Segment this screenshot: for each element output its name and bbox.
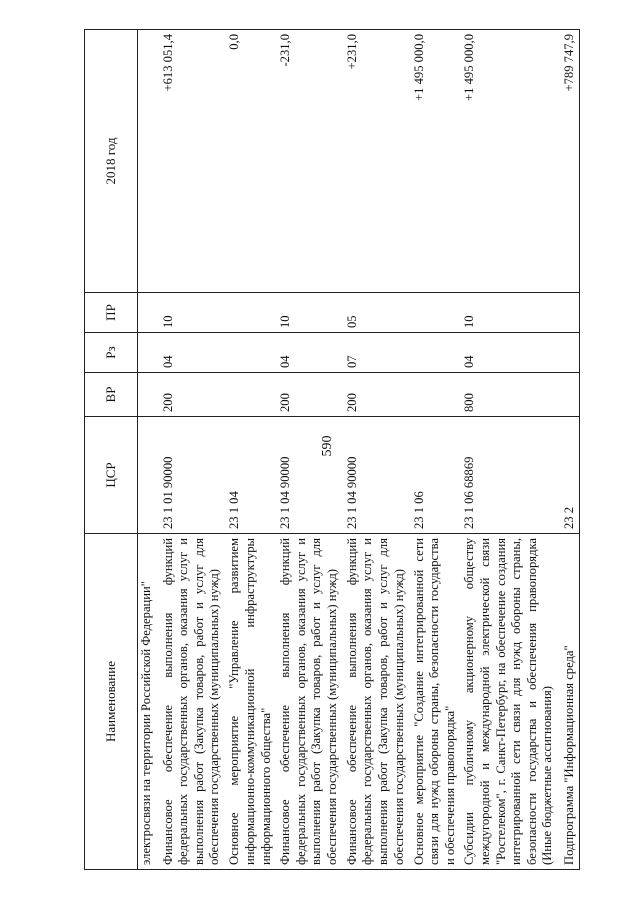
row-name: Финансовое обеспечение выполнения функций федеральных государственных органов, оказания услуг и выполнения работ (Закупка товаров, работ и услуг для обеспечения государственных (муниципальных) нужд) <box>344 534 411 870</box>
table-row <box>160 30 227 870</box>
row-name: Основное мероприятие "Создание интегрированной сети связи для нужд обороны страны, безопасности государства и обеспечения правопорядка" <box>411 534 462 870</box>
row-amount: +1 495 000,0 <box>461 30 560 293</box>
table-row <box>561 30 580 870</box>
header-rz: Рз <box>85 333 138 373</box>
row-name: Финансовое обеспечение выполнения функций федеральных государственных органов, оказания услуг и выполнения работ (Закупка товаров, работ и услуг для обеспечения государственных (муниципальных) нужд) <box>277 534 344 870</box>
row-amount <box>138 30 160 293</box>
row-csr <box>138 417 160 534</box>
row-pr <box>138 293 160 333</box>
row-amount: +789 747,9 <box>561 30 580 293</box>
page-number: 590 <box>320 435 335 457</box>
row-pr: 10 <box>461 293 560 333</box>
row-pr <box>561 293 580 333</box>
row-name: электросвязи на территории Российской Федерации" <box>138 534 160 870</box>
row-vr <box>138 373 160 417</box>
row-rz <box>411 333 462 373</box>
table-row <box>138 30 160 870</box>
header-pr: ПР <box>85 293 138 333</box>
row-pr <box>226 293 277 333</box>
table-row <box>277 30 344 870</box>
budget-table <box>84 29 580 870</box>
row-csr: 23 1 06 <box>411 417 462 534</box>
row-pr: 10 <box>160 293 227 333</box>
row-rz: 07 <box>344 333 411 373</box>
row-vr: 200 <box>160 373 227 417</box>
header-csr: ЦСР <box>85 417 138 534</box>
row-rz: 04 <box>277 333 344 373</box>
row-amount: +231,0 <box>344 30 411 293</box>
row-pr: 05 <box>344 293 411 333</box>
row-csr: 23 2 <box>561 417 580 534</box>
row-rz: 04 <box>160 333 227 373</box>
row-rz <box>561 333 580 373</box>
header-vr: ВР <box>85 373 138 417</box>
row-csr: 23 1 01 90000 <box>160 417 227 534</box>
row-pr <box>411 293 462 333</box>
row-csr: 23 1 04 90000 <box>277 417 344 534</box>
row-amount: -231,0 <box>277 30 344 293</box>
row-name: Основное мероприятие "Управление развитием информационно-коммуникационной инфраструктуры информационного общества" <box>226 534 277 870</box>
table-row <box>461 30 560 870</box>
header-name: Наименование <box>85 534 138 870</box>
header-year: 2018 год <box>85 30 138 293</box>
row-csr: 23 1 04 90000 <box>344 417 411 534</box>
table-row <box>344 30 411 870</box>
row-amount: 0,0 <box>226 30 277 293</box>
table-header-row <box>85 30 138 870</box>
row-amount: +613 051,4 <box>160 30 227 293</box>
row-rz <box>226 333 277 373</box>
row-csr: 23 1 06 68869 <box>461 417 560 534</box>
table-row <box>226 30 277 870</box>
row-amount: +1 495 000,0 <box>411 30 462 293</box>
row-name: Финансовое обеспечение выполнения функций федеральных государственных органов, оказания услуг и выполнения работ (Закупка товаров, работ и услуг для обеспечения государственных (муниципальных) нужд) <box>160 534 227 870</box>
row-rz <box>138 333 160 373</box>
row-vr <box>226 373 277 417</box>
row-vr: 200 <box>344 373 411 417</box>
row-vr <box>561 373 580 417</box>
row-rz: 04 <box>461 333 560 373</box>
row-vr <box>411 373 462 417</box>
row-name: Подпрограмма "Информационная среда" <box>561 534 580 870</box>
budget-table-frame <box>84 30 580 870</box>
row-name: Субсидии публичному акционерному обществу междугородной и международной электрической связи "Ростелеком", г. Санкт-Петербург, на обеспечение создания интегрированной сети связи для нужд обороны страны, безопасности государства и обеспечения правопорядка (Иные бюджетные ассигнования) <box>461 534 560 870</box>
row-vr: 800 <box>461 373 560 417</box>
row-pr: 10 <box>277 293 344 333</box>
row-csr: 23 1 04 <box>226 417 277 534</box>
table-row <box>411 30 462 870</box>
row-vr: 200 <box>277 373 344 417</box>
